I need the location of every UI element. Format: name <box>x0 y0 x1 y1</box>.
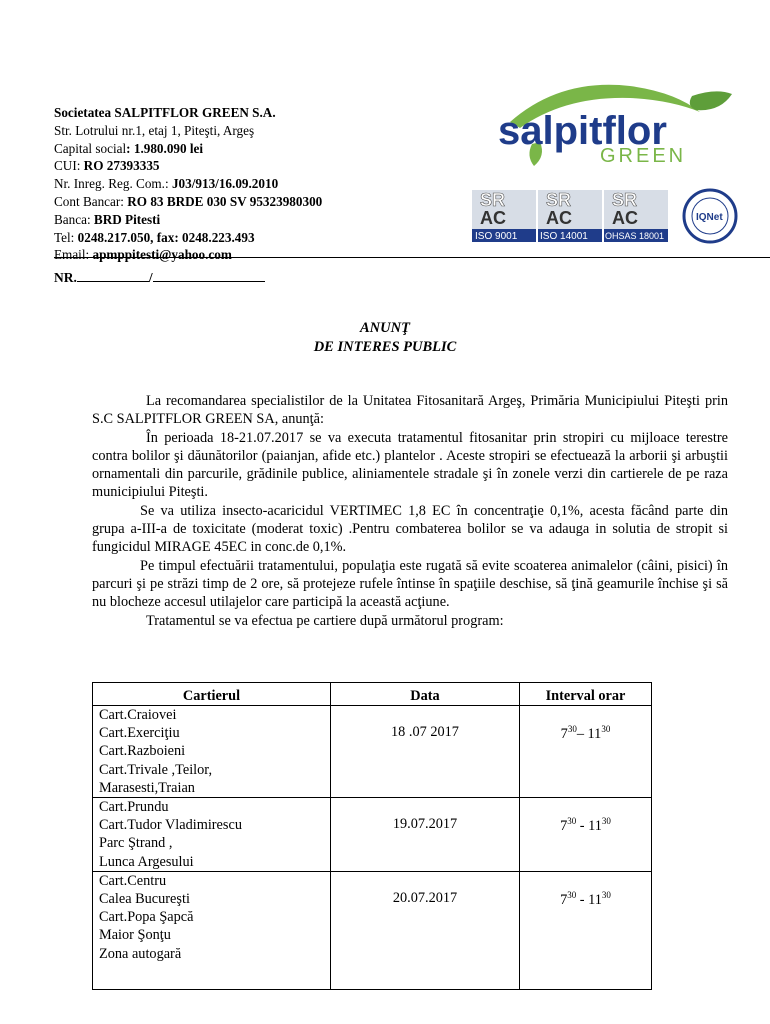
paragraph-intro: La recomandarea specialistilor de la Unitatea Fitosanitară Argeş, Primăria Municipiului Piteşti prin S.C SALPITFLOR GREEN SA, anunţă: <box>92 393 728 428</box>
company-name: Societatea SALPITFLOR GREEN S.A. <box>54 105 276 120</box>
svg-text:SR: SR <box>480 190 506 210</box>
areas-cell: Cart.Prundu Cart.Tudor Vladimirescu Parc Ştrand , Lunca Argesului <box>93 798 331 872</box>
header-data: Data <box>331 683 520 706</box>
announcement-body <box>92 392 728 630</box>
svg-text:SR: SR <box>612 190 638 210</box>
company-tel: Tel: 0248.217.050, fax: 0248.223.493 <box>54 229 255 245</box>
company-address: Str. Lotrului nr.1, etaj 1, Piteşti, Argeş <box>54 122 255 138</box>
date-cell: 19.07.2017 <box>331 798 520 872</box>
company-email: Email: apmppitesti@yahoo.com <box>54 247 232 263</box>
table-row <box>93 798 652 872</box>
header-interval: Interval orar <box>520 683 652 706</box>
paragraph-period: În perioada 18-21.07.2017 se va executa tratamentul fitosanitar prin stropiri cu mijloace terestre contra bolilor şi dăunătorilor (paianjan, afide etc.) plantelor . Aceste stropiri se efectuează la arborii şi arbuştii ornamentali din parcurile, grădinile publice, aliniamentele stradale şi în zonele verzi din cartierele de pe raza municipiului Piteşti. <box>92 429 728 501</box>
logo-word-salpitflor: salpitflor <box>498 109 667 153</box>
svg-text:OHSAS 18001: OHSAS 18001 <box>605 231 665 241</box>
logo-word-green: GREEN <box>600 145 687 167</box>
date-cell: 20.07.2017 <box>331 871 520 989</box>
interval-cell: $7^{30} - 11^{30}$ <box>520 871 652 989</box>
document-number: NR. / <box>54 270 265 286</box>
company-bank: Banca: BRD Pitesti <box>54 211 161 227</box>
header-cartierul: Cartierul <box>93 683 331 706</box>
iso9001-cert-icon <box>472 190 536 242</box>
svg-text:IQNet: IQNet <box>696 212 723 223</box>
company-capital: Capital social: 1.980.090 lei <box>54 140 204 156</box>
company-info <box>54 104 322 264</box>
svg-text:SR: SR <box>546 190 572 210</box>
areas-cell: Cart.Centru Calea Bucureşti Cart.Popa Şapcă Maior Şonţu Zona autogară <box>93 871 331 989</box>
svg-text:AC: AC <box>612 208 638 228</box>
document-subtitle: DE INTERES PUBLIC <box>313 339 457 355</box>
document-title: ANUNŢ <box>360 320 410 336</box>
paragraph-schedule-intro: Tratamentul se va efectua pe cartiere după următorul program: <box>146 612 504 629</box>
svg-text:AC: AC <box>480 208 506 228</box>
areas-cell: Cart.Craiovei Cart.Exerciţiu Cart.Razboieni Cart.Trivale ,Teilor, Marasesti,Traian <box>93 706 331 798</box>
schedule-table <box>92 682 652 990</box>
interval-cell: $7^{30} - 11^{30}$ <box>520 798 652 872</box>
salpitflor-logo <box>470 82 740 244</box>
company-reg: Nr. Inreg. Reg. Com.: J03/913/16.09.2010 <box>54 176 279 192</box>
paragraph-precautions: Pe timpul efectuării tratamentului, populaţia este rugată să evite scoaterea animalelor (câini, pisici) în parcuri şi pe străzi timp de 2 ore, să protejeze rufele întinse în spaţiile deschise, să ţină geamurile închise şi să nu blocheze accesul utilajelor care participă la această acţiune. <box>92 557 728 611</box>
table-row <box>93 706 652 798</box>
company-cui: CUI: RO 27393335 <box>54 158 160 174</box>
ohsas18001-cert-icon <box>604 190 668 242</box>
paragraph-product: Se va utiliza insecto-acaricidul VERTIMEC 1,8 EC în concentraţie 0,1%, acesta făcând parte din grupa a-III-a de toxicitate (moderat toxic) .Pentru combaterea bolilor se va adauga in solutia de stropit si fungicidul MIRAGE 45EC in conc.de 0,1%. <box>92 502 728 556</box>
svg-text:ISO 9001: ISO 9001 <box>475 231 518 242</box>
date-cell: 18 .07 2017 <box>331 706 520 798</box>
svg-text:AC: AC <box>546 208 572 228</box>
table-row <box>93 871 652 989</box>
interval-cell: $7^{30}-$ $11^{30}$ <box>520 706 652 798</box>
iqnet-cert-icon <box>684 190 736 242</box>
header-divider <box>54 257 770 258</box>
company-bank-account: Cont Bancar: RO 83 BRDE 030 SV 95323980300 <box>54 193 323 209</box>
table-header-row <box>93 683 652 706</box>
iso14001-cert-icon <box>538 190 602 242</box>
svg-text:ISO 14001: ISO 14001 <box>540 231 588 242</box>
